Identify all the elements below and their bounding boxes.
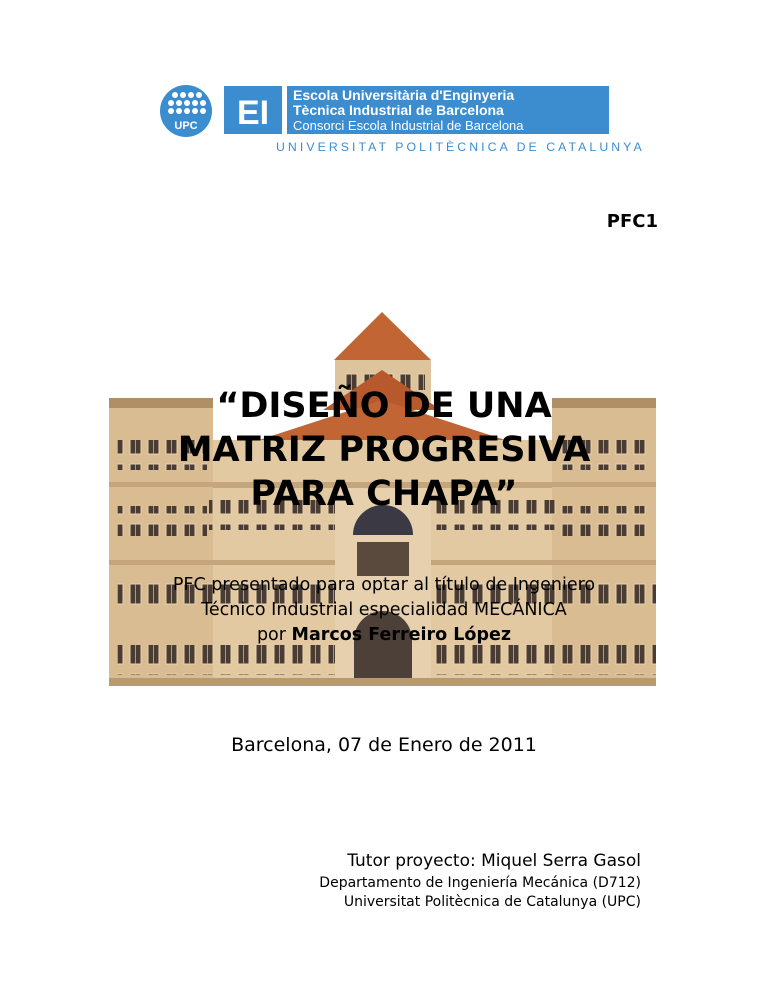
- title-line3: PARA CHAPA”: [250, 474, 518, 514]
- school-name-banner: [287, 86, 609, 134]
- upc-logo: [160, 85, 212, 137]
- department-name: Departamento de Ingeniería Mecánica (D712): [319, 875, 641, 891]
- eui-logo-text: EI: [236, 94, 270, 132]
- title-line2: MATRIZ PROGRESIVA: [177, 430, 591, 470]
- project-code: PFC1: [606, 211, 658, 232]
- school-name-line3: Consorci Escola Industrial de Barcelona: [293, 118, 524, 133]
- school-name-line2: Tècnica Industrial de Barcelona: [293, 102, 504, 118]
- tutor-line: Tutor proyecto: Miquel Serra Gasol: [347, 851, 641, 871]
- school-name-line1: Escola Universitària d'Enginyeria: [293, 87, 515, 103]
- description-line2: Técnico Industrial especialidad MECÁNICA: [201, 600, 567, 620]
- university-name: UNIVERSITAT POLITÈCNICA DE CATALUNYA: [276, 140, 645, 154]
- project-description: [108, 573, 660, 648]
- document-title: [108, 384, 660, 516]
- date-line: Barcelona, 07 de Enero de 2011: [231, 734, 537, 756]
- department-info: [319, 874, 641, 912]
- title-line1: “DISEÑO DE UNA: [216, 386, 552, 426]
- description-line1: PFC presentado para optar al título de Ingeniero: [172, 575, 596, 595]
- eui-logo: [224, 86, 282, 134]
- author-prefix: por: [256, 625, 292, 645]
- upc-logo-text: UPC: [174, 120, 198, 132]
- description-line3: [108, 623, 660, 648]
- author-name: Marcos Ferreiro López: [291, 625, 512, 645]
- institution-name: Universitat Politècnica de Catalunya (UPC): [343, 894, 641, 910]
